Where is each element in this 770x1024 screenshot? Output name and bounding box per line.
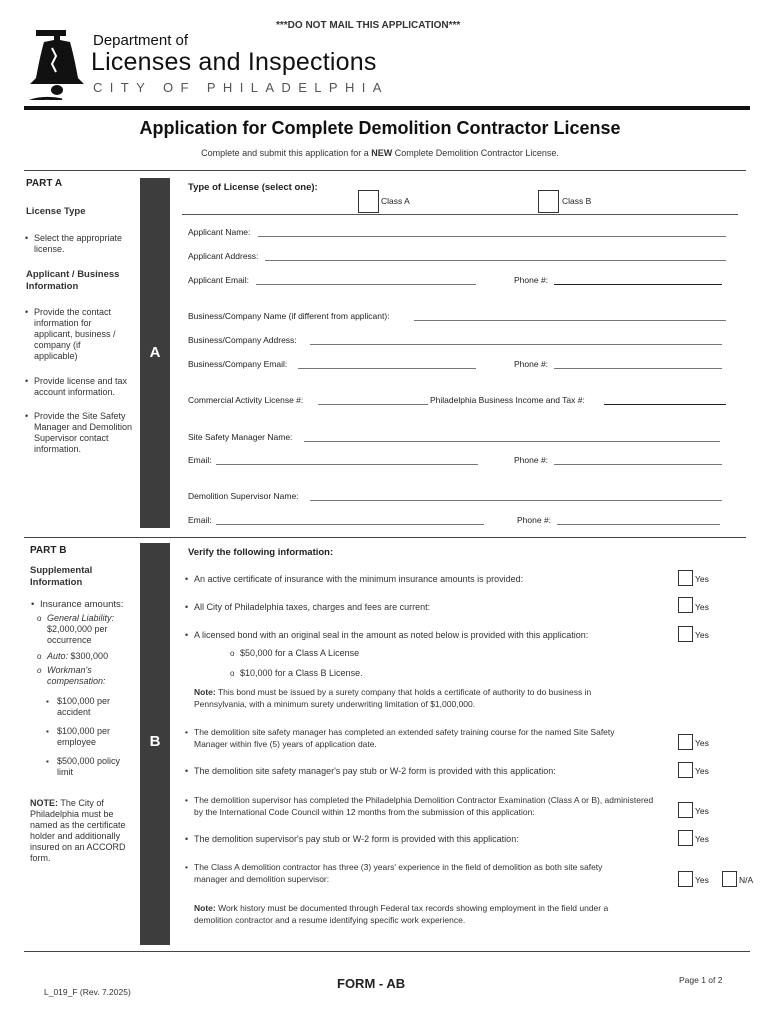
ds-paystub-yes-checkbox[interactable] [678, 830, 693, 846]
business-email-field[interactable] [298, 368, 476, 369]
applicant-info-heading: Applicant / Business Information [26, 269, 120, 292]
form-name: FORM - AB [337, 976, 406, 991]
cal-label: Commercial Activity License #: [188, 395, 304, 405]
experience-yes-checkbox[interactable] [678, 871, 693, 887]
business-address-field[interactable] [310, 344, 722, 345]
insurance-bullet: • Insurance amounts: [40, 599, 123, 610]
insurance-yes-label: Yes [695, 574, 709, 584]
ssm-name-field[interactable] [304, 441, 720, 442]
part-a-top-rule [24, 170, 746, 171]
ds-email-label: Email: [188, 515, 212, 525]
contact-info-bullet: • Provide the contact information for applicant, business / company (if applicable) [34, 307, 126, 362]
wc-employee: ▪ $100,000 per employee [57, 726, 127, 748]
ds-phone-label: Phone #: [517, 515, 552, 525]
bond-yes-label: Yes [695, 630, 709, 640]
ds-email-field[interactable] [216, 524, 484, 525]
part-b-note-label: NOTE: [30, 798, 58, 808]
business-email-label: Business/Company Email: [188, 359, 288, 369]
verify-item-ssm-training: • The demolition site safety manager has completed an extended safety training course for the named Site Safety Manager within five (5) years of application date. [194, 727, 634, 750]
class-b-label: Class B [562, 196, 592, 206]
part-a-heading: PART A [26, 178, 63, 189]
type-rule [182, 214, 738, 215]
bond-note-label: Note: [194, 687, 216, 697]
business-name-field[interactable] [414, 320, 726, 321]
wc-item: o Workman's compensation: [47, 665, 137, 687]
ssm-paystub-yes-checkbox[interactable] [678, 762, 693, 778]
ssm-ds-bullet: • Provide the Site Safety Manager and Demolition Supervisor contact information. [34, 411, 134, 455]
auto-label: Auto: [47, 651, 69, 661]
page-subtitle [0, 148, 760, 158]
supplemental-heading: Supplemental Information [30, 565, 93, 588]
bond-yes-checkbox[interactable] [678, 626, 693, 642]
verify-item-ssm-paystub: • The demolition site safety manager's pay stub or W-2 form is provided with this application: [194, 766, 664, 777]
bond-class-a: o $50,000 for a Class A License [240, 648, 359, 659]
bit-label: Philadelphia Business Income and Tax #: [430, 395, 585, 405]
form-id: L_019_F (Rev. 7.2025) [44, 987, 131, 997]
license-type-label: Type of License (select one): [188, 182, 318, 193]
ds-paystub-yes-label: Yes [695, 834, 709, 844]
gl-item [47, 613, 137, 646]
part-b-sidebar-letter: B [149, 733, 161, 750]
ssm-training-yes-label: Yes [695, 738, 709, 748]
class-a-checkbox[interactable] [358, 190, 379, 213]
ssm-phone-field[interactable] [554, 464, 722, 465]
applicant-address-label: Applicant Address: [188, 251, 259, 261]
class-b-checkbox[interactable] [538, 190, 559, 213]
verify-item-ds-paystub: • The demolition supervisor's pay stub or W-2 form is provided with this application: [194, 834, 664, 845]
dept-line3: CITY OF PHILADELPHIA [93, 80, 389, 95]
gl-amount: $2,000,000 per occurrence [47, 624, 108, 645]
footer-rule [24, 951, 750, 952]
ds-exam-yes-checkbox[interactable] [678, 802, 693, 818]
gl-label: General Liability: [47, 613, 115, 623]
applicant-email-field[interactable] [256, 284, 476, 285]
ssm-name-label: Site Safety Manager Name: [188, 432, 293, 442]
experience-yes-label: Yes [695, 875, 709, 885]
license-tax-bullet: • Provide license and tax account information. [34, 376, 138, 398]
bond-note-text: This bond must be issued by a surety company that holds a certificate of authority to do business in Pennsylvania, with a minimum surety underwriting limitation of $1,000,000. [194, 687, 592, 709]
bit-field[interactable] [604, 404, 726, 405]
wc-accident: ▪ $100,000 per accident [57, 696, 127, 718]
dept-line1: Department of [93, 32, 189, 49]
page-number: Page 1 of 2 [679, 975, 723, 985]
ds-phone-field[interactable] [557, 524, 720, 525]
verify-item-ds-exam: • The demolition supervisor has completed the Philadelphia Demolition Contractor Examination (Class A or B), administered by the International Code Council within 12 months from the submission of this application: [194, 795, 654, 818]
page-title: Application for Complete Demolition Contractor License [139, 118, 621, 138]
subtitle-bold: NEW [371, 148, 393, 158]
auto-item [47, 651, 137, 662]
ssm-paystub-yes-label: Yes [695, 766, 709, 776]
license-type-bullet: • Select the appropriate license. [34, 233, 134, 255]
verify-item-insurance: • An active certificate of insurance with the minimum insurance amounts is provided: [194, 574, 664, 585]
verify-item-experience: • The Class A demolition contractor has three (3) years' experience in the field of demolition as both site safety manager and demolition supervisor: [194, 862, 634, 885]
experience-na-label: N/A [739, 875, 754, 885]
applicant-name-field[interactable] [258, 236, 726, 237]
part-b-note-text: The City of Philadelphia must be named as the certificate holder and additionally insured on an ACCORD form. [30, 798, 126, 863]
business-phone-field[interactable] [554, 368, 722, 369]
applicant-phone-label: Phone #: [514, 275, 549, 285]
cal-field[interactable] [318, 404, 428, 405]
do-not-mail-notice: ***DO NOT MAIL THIS APPLICATION*** [276, 20, 461, 31]
class-a-label: Class A [381, 196, 410, 206]
part-a-sidebar [140, 178, 170, 528]
bond-class-b: o $10,000 for a Class B License. [240, 668, 363, 679]
taxes-yes-label: Yes [695, 602, 709, 612]
subtitle-post: Complete Demolition Contractor License. [394, 148, 559, 158]
dept-line2: Licenses and Inspections [91, 48, 377, 76]
bond-note [194, 686, 646, 710]
auto-amount: $300,000 [70, 651, 109, 661]
applicant-address-field[interactable] [265, 260, 726, 261]
ds-name-field[interactable] [310, 500, 722, 501]
insurance-yes-checkbox[interactable] [678, 570, 693, 586]
business-address-label: Business/Company Address: [188, 335, 297, 345]
ssm-email-field[interactable] [216, 464, 478, 465]
applicant-email-label: Applicant Email: [188, 275, 249, 285]
part-b-note [30, 798, 138, 864]
ssm-phone-label: Phone #: [514, 455, 549, 465]
part-a-sidebar-letter: A [149, 344, 161, 361]
part-b-top-rule [24, 537, 746, 538]
work-history-note [194, 902, 634, 926]
work-note-label: Note: [194, 903, 216, 913]
license-type-heading: License Type [26, 206, 86, 217]
liberty-bell-logo [22, 26, 90, 100]
part-b-heading: PART B [30, 545, 67, 556]
applicant-name-label: Applicant Name: [188, 227, 251, 237]
experience-na-checkbox[interactable] [722, 871, 737, 887]
taxes-yes-checkbox[interactable] [678, 597, 693, 613]
business-name-label: Business/Company Name (if different from applicant): [188, 311, 390, 321]
applicant-phone-field[interactable] [554, 284, 722, 285]
header-rule [24, 106, 750, 110]
subtitle-pre: Complete and submit this application for a [201, 148, 369, 158]
part-b-sidebar [140, 543, 170, 945]
ds-exam-yes-label: Yes [695, 806, 709, 816]
verify-heading: Verify the following information: [188, 547, 334, 558]
ssm-training-yes-checkbox[interactable] [678, 734, 693, 750]
verify-item-taxes: • All City of Philadelphia taxes, charges and fees are current: [194, 602, 664, 613]
ds-name-label: Demolition Supervisor Name: [188, 491, 299, 501]
business-phone-label: Phone #: [514, 359, 549, 369]
verify-item-bond: • A licensed bond with an original seal in the amount as noted below is provided with this application: [194, 630, 664, 641]
work-note-text: Work history must be documented through Federal tax records showing employment in the field under a demolition contractor and a resume identifying specific work experience. [194, 903, 609, 925]
ssm-email-label: Email: [188, 455, 212, 465]
wc-policy: ▪ $500,000 policy limit [57, 756, 127, 778]
